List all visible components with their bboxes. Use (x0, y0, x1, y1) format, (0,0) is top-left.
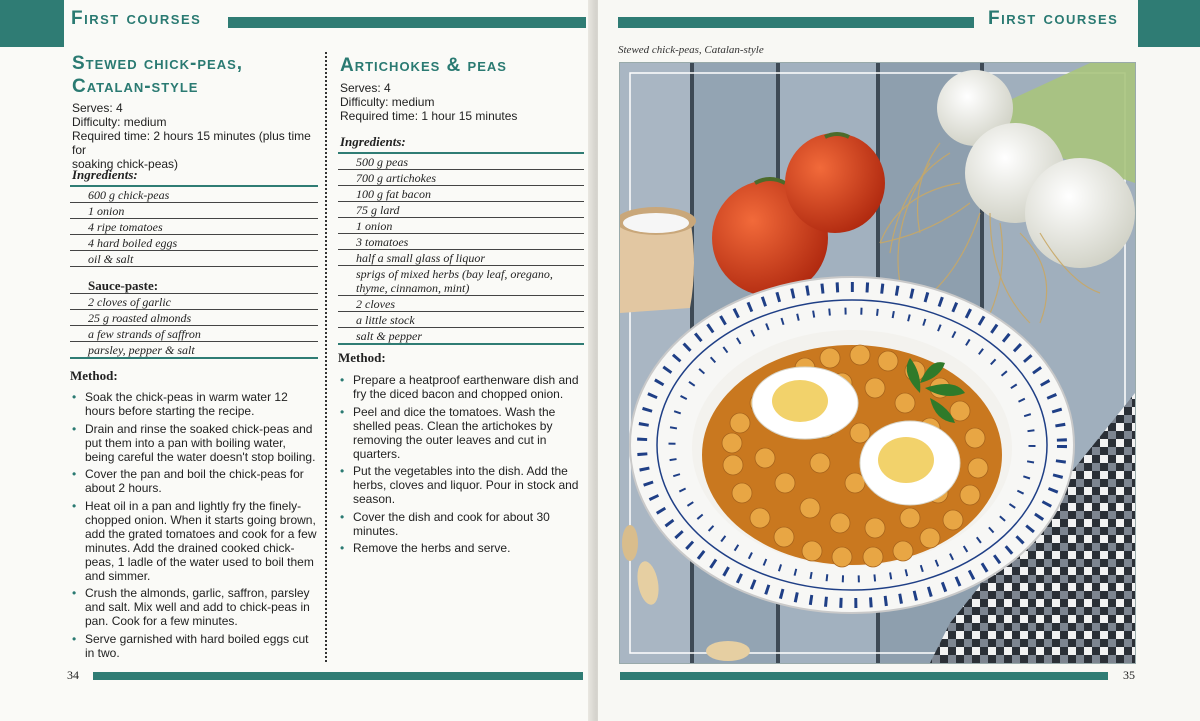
photo-caption: Stewed chick-peas, Catalan-style (618, 44, 764, 56)
recipe2-serves: Serves: 4 (340, 81, 391, 95)
method-step: • Prepare a heatproof earthenware dish and fry the diced bacon and chopped onion. (340, 373, 584, 401)
ingredient-row: 25 g roasted almonds (70, 310, 318, 326)
ingredient-row: 3 tomatoes (338, 234, 584, 250)
recipe1-meta (72, 101, 322, 171)
left-page (0, 0, 592, 721)
ingredient-row: 2 cloves of garlic (70, 294, 318, 310)
dish-illustration (620, 63, 1135, 663)
method-step: • Put the vegetables into the dish. Add the herbs, cloves and liquor. Pour in stock and season. (340, 464, 584, 506)
ingredient-row: 600 g chick-peas (70, 187, 318, 203)
header-rule-left (228, 17, 586, 28)
recipe1-difficulty: Difficulty: medium (72, 115, 167, 129)
recipe1-title: Stewed chick-peas, Catalan-style (72, 53, 244, 97)
recipe2-time: Required time: 1 hour 15 minutes (340, 109, 518, 123)
header-rule-right (618, 17, 974, 28)
method-step: • Cover the pan and boil the chick-peas for about 2 hours. (72, 467, 318, 495)
ingredient-row: 4 ripe tomatoes (70, 219, 318, 235)
ingredient-row: 100 g fat bacon (338, 186, 584, 202)
ingredient-row: 4 hard boiled eggs (70, 235, 318, 251)
sauce-paste-title: Sauce-paste: (88, 278, 159, 293)
method-step: • Remove the herbs and serve. (340, 541, 584, 555)
dish-photo (619, 62, 1136, 664)
sauce-paste-list (70, 293, 318, 359)
recipe1-method-list (72, 390, 318, 663)
method-step: • Peel and dice the tomatoes. Wash the shelled peas. Clean the artichokes by removing the outer leaves and cut in quarters. (340, 405, 584, 461)
recipe2-method-title: Method: (338, 350, 386, 365)
footer-rule-left (93, 672, 583, 680)
column-divider (325, 52, 327, 662)
ingredient-row: a little stock (338, 312, 584, 328)
ingredient-row: oil & salt (70, 251, 318, 267)
method-step: • Serve garnished with hard boiled eggs cut in two. (72, 632, 318, 660)
recipe1-serves: Serves: 4 (72, 101, 123, 115)
method-step: • Soak the chick-peas in warm water 12 hours before starting the recipe. (72, 390, 318, 418)
page-number-left: 34 (67, 668, 79, 682)
ingredient-row: 75 g lard (338, 202, 584, 218)
right-header: First courses (988, 8, 1119, 29)
ingredient-row: 500 g peas (338, 154, 584, 170)
method-step: • Drain and rinse the soaked chick-peas and put them into a pan with boiling water, being careful the water doesn't stop boiling. (72, 422, 318, 464)
recipe1-time-2: soaking chick-peas) (72, 157, 179, 171)
ingredient-row: 1 onion (70, 203, 318, 219)
ingredient-row: parsley, pepper & salt (70, 342, 318, 359)
recipe2-method-list (340, 373, 584, 559)
footer-rule-right (620, 672, 1108, 680)
recipe1-method-title: Method: (70, 368, 118, 383)
ingredient-row: 700 g artichokes (338, 170, 584, 186)
ingredient-row: a few strands of saffron (70, 326, 318, 342)
ingredient-row: salt & pepper (338, 328, 584, 345)
recipe2-ingredients-title: Ingredients: (340, 134, 406, 149)
header-tab-right (1138, 0, 1200, 47)
recipe1-ingredients-list (70, 185, 318, 267)
left-header: First courses (71, 8, 202, 29)
recipe2-ingredients-list (338, 152, 584, 345)
recipe2-difficulty: Difficulty: medium (340, 95, 435, 109)
method-step: • Cover the dish and cook for about 30 minutes. (340, 510, 584, 538)
recipe1-ingredients-title: Ingredients: (72, 167, 138, 182)
ingredient-row: sprigs of mixed herbs (bay leaf, oregano, thyme, cinnamon, mint) (338, 266, 584, 296)
method-step: • Heat oil in a pan and lightly fry the finely-chopped onion. When it starts going brown, add the grated tomatoes and cook for a few minutes. Add the drained cooked chick-peas, 1 ladle of the water used to boil them and simmer. (72, 499, 318, 583)
header-tab-left (0, 0, 64, 47)
ingredient-row: 2 cloves (338, 296, 584, 312)
method-step: • Crush the almonds, garlic, saffron, parsley and salt. Mix well and add to chick-peas in pan. Cook for a few minutes. (72, 586, 318, 628)
recipe2-title: Artichokes & peas (340, 55, 507, 76)
ingredient-row: half a small glass of liquor (338, 250, 584, 266)
page-number-right: 35 (1123, 668, 1135, 682)
recipe1-time-1: Required time: 2 hours 15 minutes (plus time for (72, 129, 311, 157)
recipe2-meta (340, 81, 580, 123)
ingredient-row: 1 onion (338, 218, 584, 234)
